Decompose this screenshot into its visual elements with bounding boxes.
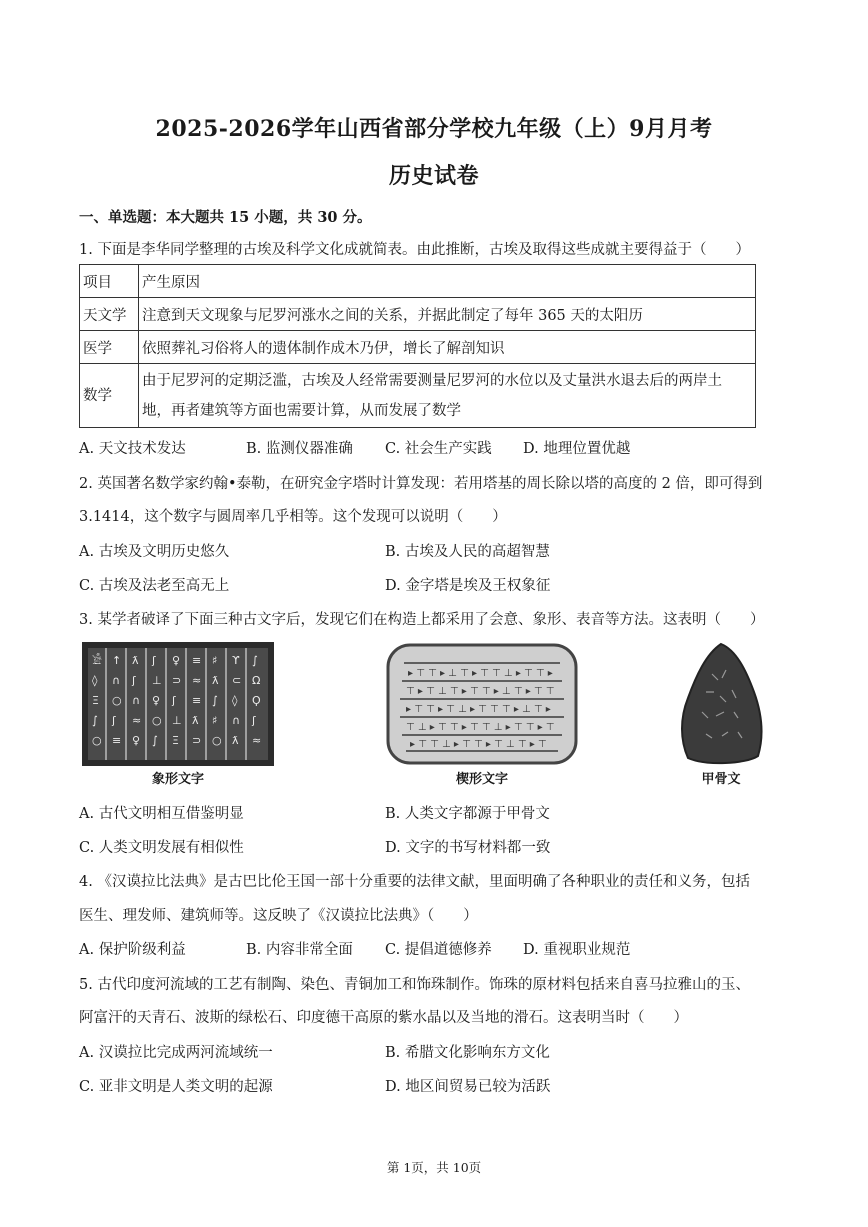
table-row xyxy=(80,331,756,364)
svg-text:⊂: ⊂ xyxy=(232,674,242,687)
q3-option-b: B. 人类文字都源于甲骨文 xyxy=(385,806,550,822)
oracle-bone-image xyxy=(676,640,766,768)
svg-text:♀: ♀ xyxy=(152,694,161,707)
svg-text:Ω: Ω xyxy=(252,674,261,687)
table-cell: 天文学 xyxy=(80,298,139,331)
svg-text:⊥: ⊥ xyxy=(172,714,182,727)
q4-stem-line2: 医生、理发师、建筑师等。这反映了《汉谟拉比法典》（ ） xyxy=(79,908,478,924)
svg-text:∫: ∫ xyxy=(252,654,258,667)
q3-option-d: D. 文字的书写材料都一致 xyxy=(385,840,551,856)
svg-text:⊥: ⊥ xyxy=(152,674,162,687)
svg-text:∩: ∩ xyxy=(132,694,141,707)
svg-text:○: ○ xyxy=(152,714,162,727)
q5-option-a: A. 汉谟拉比完成两河流域统一 xyxy=(79,1045,273,1061)
q4-option-a: A. 保护阶级利益 xyxy=(79,942,186,958)
svg-text:ʃ: ʃ xyxy=(252,714,256,727)
svg-text:ƛ: ƛ xyxy=(212,674,219,687)
svg-text:≈: ≈ xyxy=(192,674,202,687)
table-cell-line: 由于尼罗河的定期泛滥，古埃及人经常需要测量尼罗河的水位以及丈量洪水退去后的两岸土 xyxy=(142,372,722,389)
q5-option-c: C. 亚非文明是人类文明的起源 xyxy=(79,1079,273,1095)
q2-option-a: A. 古埃及文明历史悠久 xyxy=(79,544,230,560)
svg-text:ʃ: ʃ xyxy=(172,694,176,707)
svg-text:ʃ: ʃ xyxy=(112,714,116,727)
q4-option-c: C. 提倡道德修养 xyxy=(385,942,492,958)
svg-text:∫: ∫ xyxy=(152,734,158,747)
q4-stem-line1: 4. 《汉谟拉比法典》是古巴比伦王国一部十分重要的法律文献，里面明确了各种职业的责任和义务，包括 xyxy=(79,874,750,890)
svg-text:○: ○ xyxy=(92,734,102,747)
svg-text:≈: ≈ xyxy=(132,714,142,727)
exam-subtitle: 历史试卷 xyxy=(388,163,479,189)
q1-option-d: D. 地理位置优越 xyxy=(523,441,631,457)
q1-table xyxy=(79,264,756,428)
table-cell: 注意到天文现象与尼罗河涨水之间的关系，并据此制定了每年 365 天的太阳历 xyxy=(139,298,756,331)
exam-title: 2025-2026学年山西省部分学校九年级（上）9月月考 xyxy=(155,116,713,142)
q2-option-c: C. 古埃及法老至高无上 xyxy=(79,578,230,594)
hieroglyph-caption: 象形文字 xyxy=(151,772,204,787)
q3-option-a: A. 古代文明相互借鉴明显 xyxy=(79,806,244,822)
svg-text:𓀀: 𓀀 xyxy=(92,654,102,667)
svg-text:Ξ: Ξ xyxy=(172,734,179,747)
svg-text:♯: ♯ xyxy=(212,714,218,727)
svg-text:Ϙ: Ϙ xyxy=(252,694,261,707)
svg-text:⊤ ▸ ⊤ ⊥ ⊤ ▸ ⊤ ⊤ ▸ ⊥ ⊤ ▸ ⊤ ⊤: ⊤ ▸ ⊤ ⊥ ⊤ ▸ ⊤ ⊤ ▸ ⊥ ⊤ ▸ ⊤ ⊤ xyxy=(406,686,555,697)
q5-option-b: B. 希腊文化影响东方文化 xyxy=(385,1045,550,1061)
q5-option-d: D. 地区间贸易已较为活跃 xyxy=(385,1079,551,1095)
q1-stem: 1. 下面是李华同学整理的古埃及科学文化成就简表。由此推断，古埃及取得这些成就主要得益于（ ） xyxy=(79,242,750,258)
svg-text:♯: ♯ xyxy=(212,654,218,667)
svg-text:↑: ↑ xyxy=(112,654,122,667)
table-cell xyxy=(139,364,756,428)
svg-text:○: ○ xyxy=(112,694,122,707)
svg-text:ƛ: ƛ xyxy=(132,654,139,667)
svg-text:▸ ⊤ ⊤ ▸ ⊥ ⊤ ▸ ⊤ ⊤ ⊥ ▸ ⊤ ⊤ ▸: ▸ ⊤ ⊤ ▸ ⊥ ⊤ ▸ ⊤ ⊤ ⊥ ▸ ⊤ ⊤ ▸ xyxy=(408,668,553,679)
q1-option-a: A. 天文技术发达 xyxy=(79,441,186,457)
table-cell: 依照葬礼习俗将人的遗体制作成木乃伊，增长了解剖知识 xyxy=(139,331,756,364)
svg-text:♀: ♀ xyxy=(132,734,141,747)
page-footer: 第 1页，共 10页 xyxy=(386,1160,482,1175)
table-cell: 医学 xyxy=(80,331,139,364)
svg-text:ƛ: ƛ xyxy=(192,714,199,727)
table-cell: 项目 xyxy=(80,265,139,298)
section-heading: 一、单选题：本大题共 15 小题，共 30 分。 xyxy=(79,209,372,226)
svg-text:▸ ⊤ ⊤ ▸ ⊤ ⊥ ▸ ⊤ ⊤ ⊤ ▸ ⊥ ⊤ ▸: ▸ ⊤ ⊤ ▸ ⊤ ⊥ ▸ ⊤ ⊤ ⊤ ▸ ⊥ ⊤ ▸ xyxy=(406,704,551,715)
cuneiform-tablet-image xyxy=(384,641,580,767)
svg-text:≡: ≡ xyxy=(112,734,122,747)
svg-text:∩: ∩ xyxy=(112,674,121,687)
svg-text:⊃: ⊃ xyxy=(172,674,182,687)
svg-text:≡: ≡ xyxy=(192,654,202,667)
q3-stem: 3. 某学者破译了下面三种古文字后，发现它们在构造上都采用了会意、象形、表音等方法。这表明（ ） xyxy=(79,612,765,628)
table-row xyxy=(80,265,756,298)
q4-option-d: D. 重视职业规范 xyxy=(523,942,631,958)
q2-stem-line2: 3.1414，这个数字与圆周率几乎相等。这个发现可以说明（ ） xyxy=(79,509,507,525)
table-row xyxy=(80,298,756,331)
q1-option-b: B. 监测仪器准确 xyxy=(246,441,353,457)
table-cell: 数学 xyxy=(80,364,139,428)
svg-text:≈: ≈ xyxy=(252,734,262,747)
q4-option-b: B. 内容非常全面 xyxy=(246,942,353,958)
svg-text:ʃ: ʃ xyxy=(132,674,136,687)
q3-option-c: C. 人类文明发展有相似性 xyxy=(79,840,244,856)
svg-text:○: ○ xyxy=(212,734,222,747)
svg-text:◊: ◊ xyxy=(92,674,98,687)
q5-stem-line2: 阿富汗的天青石、波斯的绿松石、印度德干高原的紫水晶以及当地的滑石。这表明当时（ ） xyxy=(79,1010,688,1026)
oracle-bone-caption: 甲骨文 xyxy=(701,772,741,787)
svg-text:Ξ: Ξ xyxy=(92,694,99,707)
svg-text:♀: ♀ xyxy=(172,654,181,667)
svg-text:⊃: ⊃ xyxy=(192,734,202,747)
cuneiform-caption: 楔形文字 xyxy=(455,772,508,787)
hieroglyph-image xyxy=(82,642,274,766)
svg-text:∩: ∩ xyxy=(232,714,241,727)
svg-text:ƛ: ƛ xyxy=(232,734,239,747)
table-row xyxy=(80,364,756,428)
svg-text:◊: ◊ xyxy=(232,694,238,707)
svg-text:⊤ ⊥ ▸ ⊤ ⊤ ▸ ⊤ ⊤ ⊥ ▸ ⊤ ⊤ ▸ ⊤: ⊤ ⊥ ▸ ⊤ ⊤ ▸ ⊤ ⊤ ⊥ ▸ ⊤ ⊤ ▸ ⊤ xyxy=(406,722,555,733)
q2-stem-line1: 2. 英国著名数学家约翰•泰勒，在研究金字塔时计算发现：若用塔基的周长除以塔的高度的 2 倍，即可得到 xyxy=(79,476,763,492)
svg-text:▸ ⊤ ⊤ ⊥ ▸ ⊤ ⊤ ▸ ⊤ ⊥ ⊤ ▸ ⊤: ▸ ⊤ ⊤ ⊥ ▸ ⊤ ⊤ ▸ ⊤ ⊥ ⊤ ▸ ⊤ xyxy=(410,739,547,750)
table-cell: 产生原因 xyxy=(139,265,756,298)
svg-text:∫: ∫ xyxy=(212,694,218,707)
q2-option-b: B. 古埃及人民的高超智慧 xyxy=(385,544,550,560)
q2-option-d: D. 金字塔是埃及王权象征 xyxy=(385,578,551,594)
svg-text:ʃ: ʃ xyxy=(152,654,156,667)
table-cell-line: 地，再者建筑等方面也需要计算，从而发展了数学 xyxy=(142,402,461,419)
q1-option-c: C. 社会生产实践 xyxy=(385,441,492,457)
svg-text:≡: ≡ xyxy=(192,694,202,707)
q5-stem-line1: 5. 古代印度河流域的工艺有制陶、染色、青铜加工和饰珠制作。饰珠的原材料包括来自喜马拉雅山的玉、 xyxy=(79,977,750,993)
svg-text:ϒ: ϒ xyxy=(232,654,240,667)
svg-text:∫: ∫ xyxy=(92,714,98,727)
